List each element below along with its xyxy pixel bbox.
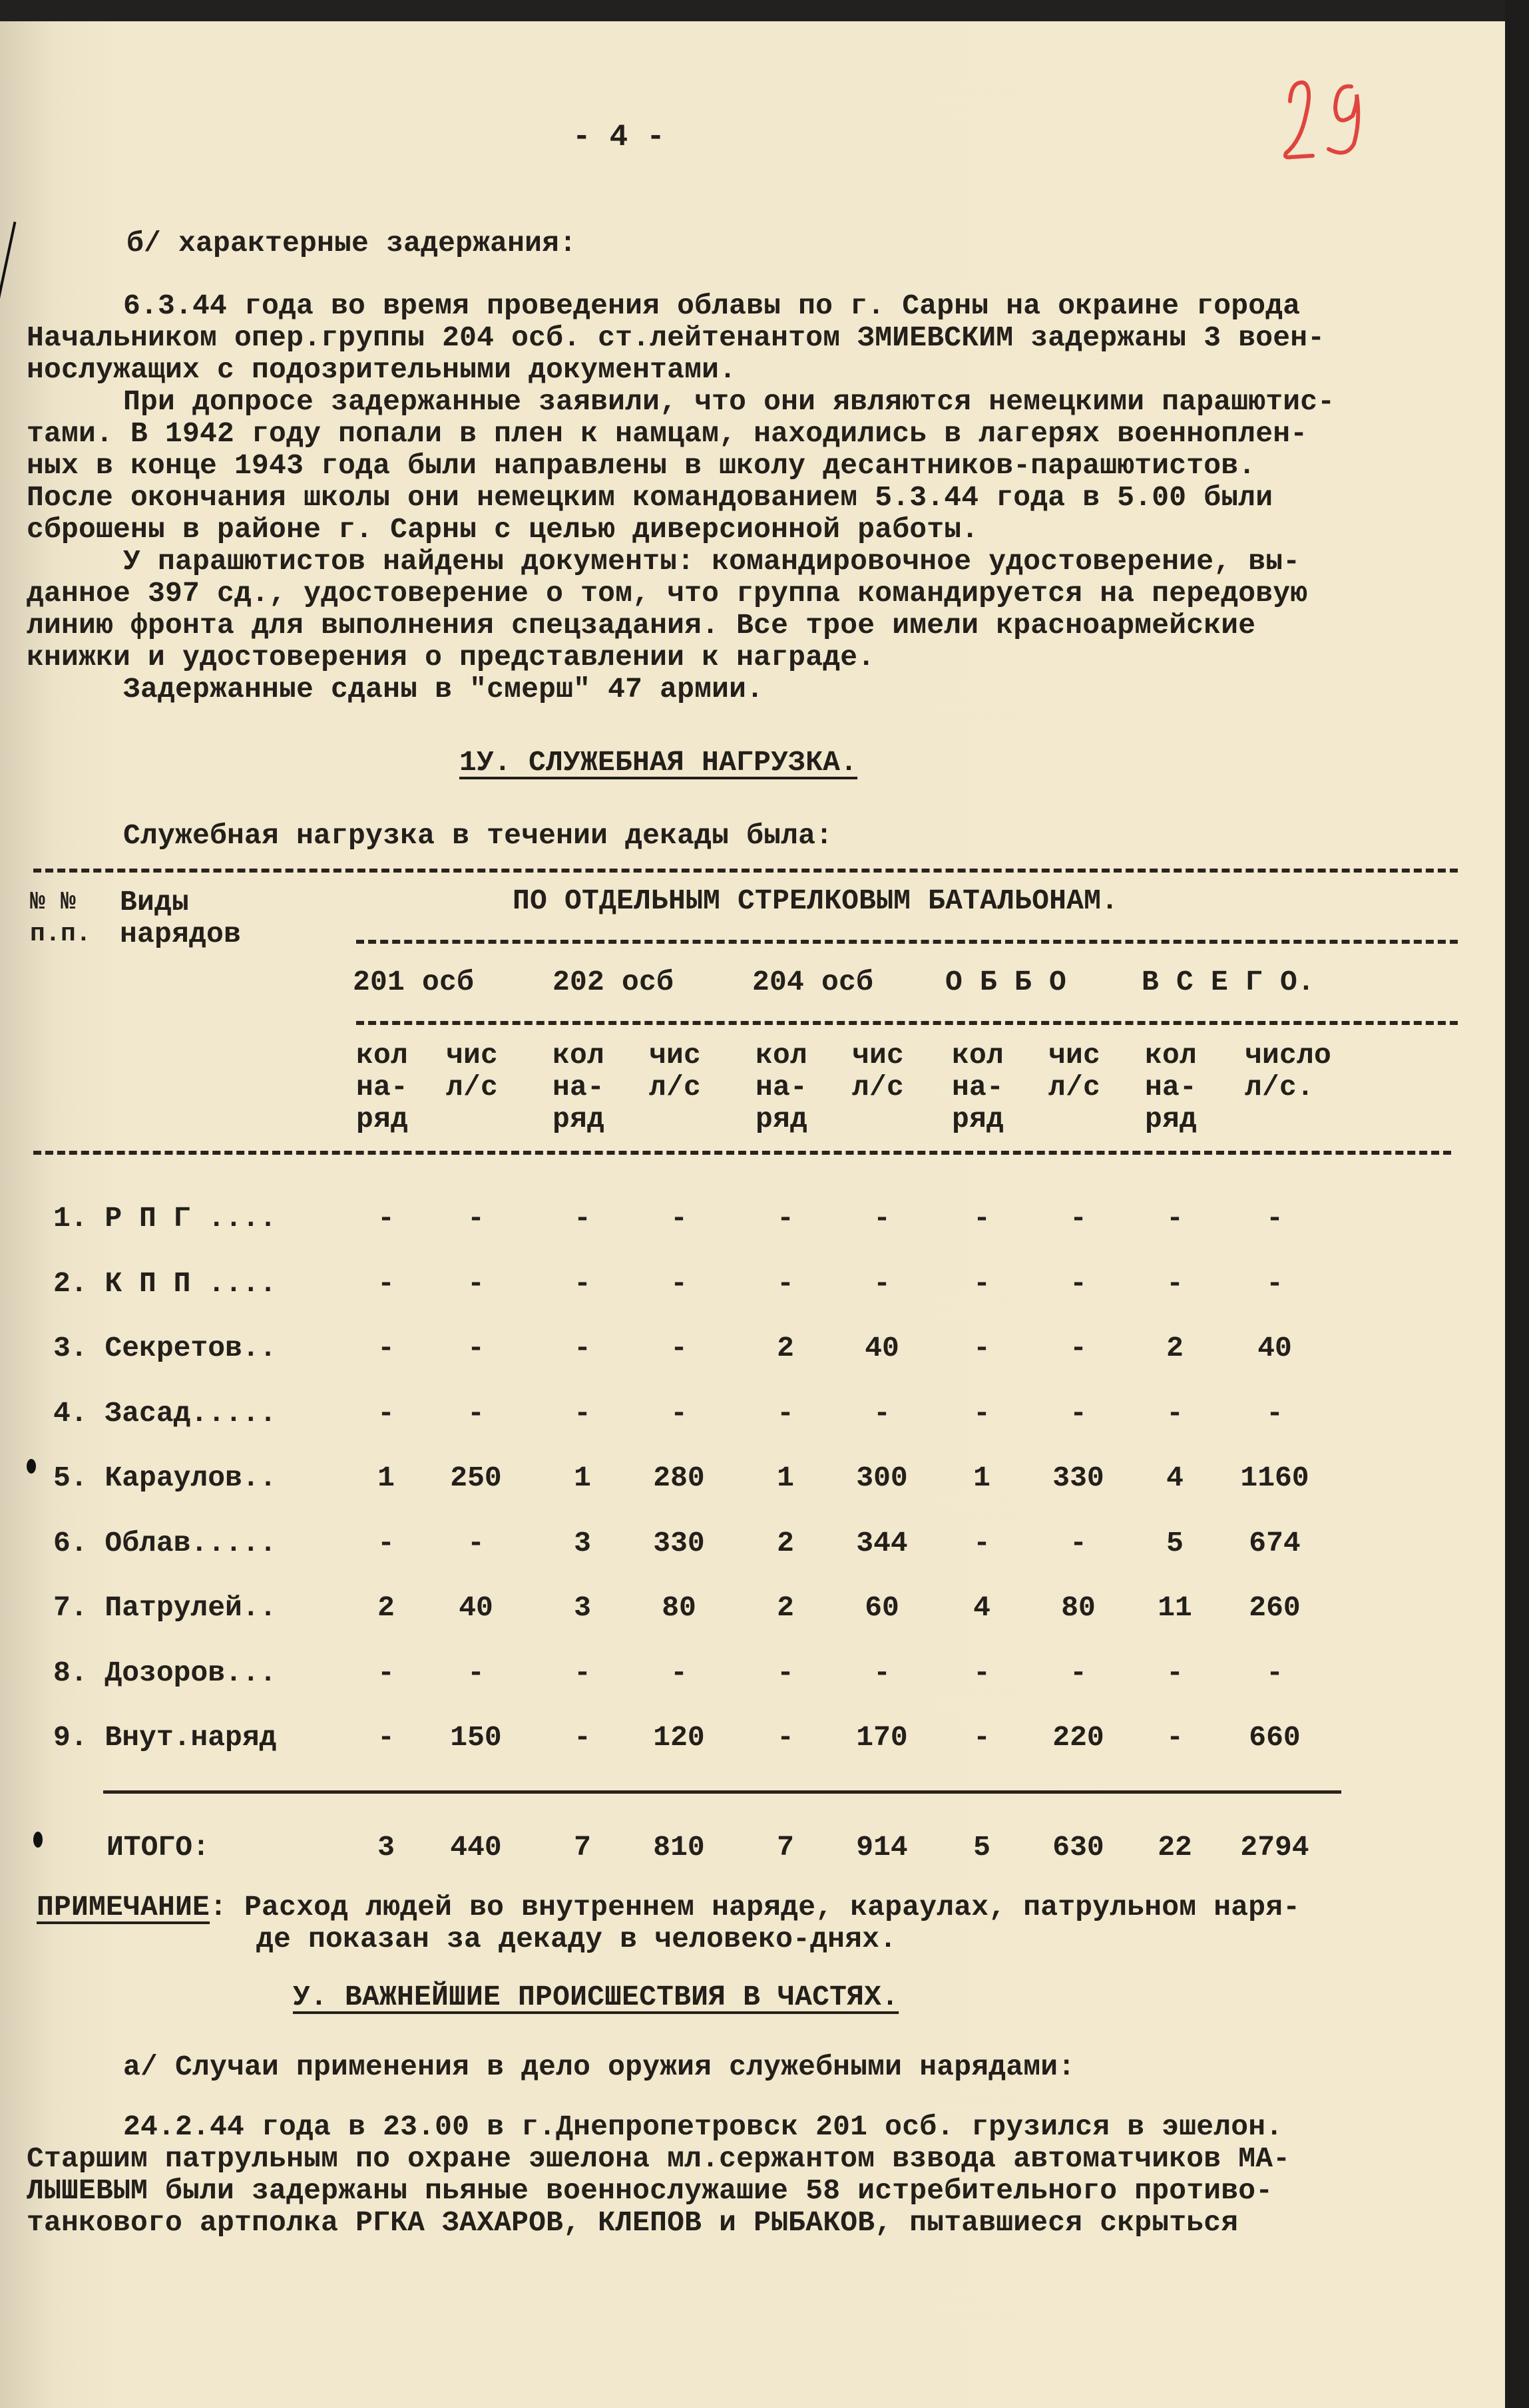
table-cell: - [574, 1267, 591, 1300]
table-cell: 280 [653, 1462, 705, 1494]
table-cell: - [1070, 1397, 1087, 1430]
table-cell: - [377, 1527, 395, 1559]
total-cell: 3 [377, 1831, 395, 1864]
table-cell: 220 [1052, 1721, 1104, 1754]
table-cell: - [973, 1202, 990, 1235]
paragraph-line: ных в конце 1943 года были направлены в школу десантников-парашютистов. [27, 449, 1256, 482]
table-cell: - [574, 1332, 591, 1364]
battalions-group-header: ПО ОТДЕЛЬНЫМ СТРЕЛКОВЫМ БАТАЛЬОНАМ. [513, 885, 1119, 917]
column-subheader: ряд [552, 1103, 605, 1135]
table-cell: - [377, 1397, 395, 1430]
column-subheader: чис [649, 1039, 702, 1072]
column-subheader: л/с [446, 1071, 499, 1104]
table-cell: - [467, 1397, 485, 1430]
table-cell: - [377, 1657, 395, 1689]
total-cell: 440 [450, 1831, 502, 1864]
total-cell: 7 [574, 1831, 591, 1864]
paragraph-line: тами. В 1942 году попали в плен к намцам, находились в лагерях военноплен- [27, 417, 1308, 450]
column-subheader: на- [1145, 1071, 1198, 1104]
note-label [37, 1892, 1300, 1923]
table-cell: - [670, 1657, 688, 1689]
column-subheader: кол [1145, 1039, 1198, 1072]
table-cell: - [1166, 1397, 1184, 1430]
table-cell: 4 [1166, 1462, 1184, 1494]
table-cell: - [973, 1267, 990, 1300]
table-cell: 5 [1166, 1527, 1184, 1559]
unit-header: В С Е Г О. [1142, 966, 1315, 998]
table-cell: - [973, 1657, 990, 1689]
total-rule [103, 1790, 1341, 1794]
table-cell: 300 [856, 1462, 908, 1494]
table-cell: - [1070, 1267, 1087, 1300]
total-cell: 22 [1158, 1831, 1192, 1864]
paragraph-line: сброшены в районе г. Сарны с целью диверсионной работы. [27, 513, 979, 546]
column-subheader: л/с [649, 1071, 702, 1104]
table-cell: - [1070, 1202, 1087, 1235]
table-cell: - [873, 1267, 891, 1300]
table-cell: - [574, 1202, 591, 1235]
column-subheader: на- [756, 1071, 808, 1104]
table-cell: 3 [574, 1591, 591, 1624]
archive-folio-number [1271, 75, 1391, 174]
binding-hole-mark [33, 1832, 43, 1848]
table-cell: - [973, 1721, 990, 1754]
table-header-bottom-rule [33, 1151, 1451, 1155]
paragraph-line: танкового артполка РГКА ЗАХАРОВ, КЛЕПОВ и РЫБАКОВ, пытавшиеся скрыться [27, 2206, 1239, 2239]
total-cell: 5 [973, 1831, 990, 1864]
binding-hole-mark [27, 1459, 36, 1474]
table-cell: - [1070, 1657, 1087, 1689]
table-cell: 170 [856, 1721, 908, 1754]
table-cell: - [467, 1332, 485, 1364]
paragraph-line: При допросе задержанные заявили, что они являются немецкими парашютис- [123, 385, 1335, 418]
table-cell: 40 [865, 1332, 899, 1364]
table-cell: - [1266, 1657, 1283, 1689]
table-cell: - [973, 1397, 990, 1430]
table-cell: 1160 [1240, 1462, 1309, 1494]
unit-header: О Б Б О [945, 966, 1067, 998]
table-cell: - [873, 1657, 891, 1689]
table-cell: 40 [1257, 1332, 1292, 1364]
column-subheader: л/с. [1245, 1071, 1315, 1104]
column-subheader: чис [1048, 1039, 1101, 1072]
paragraph-line: Задержанные сданы в "смерш" 47 армии. [123, 673, 764, 705]
paragraph-line: Начальником опер.группы 204 осб. ст.лейтенантом ЗМИЕВСКИМ задержаны 3 воен- [27, 321, 1325, 354]
table-cell: 1 [377, 1462, 395, 1494]
paragraph-line: 24.2.44 года в 23.00 в г.Днепропетровск 201 осб. грузился в эшелон. [123, 2110, 1283, 2143]
column-subheader: ряд [952, 1103, 1004, 1135]
unit-header: 204 осб [752, 966, 874, 998]
table-cell: - [574, 1657, 591, 1689]
table-cell: - [1166, 1202, 1184, 1235]
table-cell: - [777, 1202, 794, 1235]
row-label: 9. Внут.наряд [53, 1721, 277, 1754]
table-cell: 1 [777, 1462, 794, 1494]
column-subheader: л/с [852, 1071, 905, 1104]
paragraph-line: ЛЫШЕВЫМ были задержаны пьяные военнослужашие 58 истребительного противо- [27, 2174, 1273, 2207]
table-cell: 80 [1061, 1591, 1096, 1624]
unit-header: 202 осб [552, 966, 674, 998]
table-cell: - [1166, 1657, 1184, 1689]
table-cell: - [973, 1527, 990, 1559]
table-cell: - [1266, 1397, 1283, 1430]
table-cell: - [467, 1267, 485, 1300]
table-cell: 3 [574, 1527, 591, 1559]
column-subheader: л/с [1048, 1071, 1101, 1104]
table-cell: 330 [1052, 1462, 1104, 1494]
document-page [0, 21, 1505, 2408]
table-cell: - [467, 1202, 485, 1235]
table-cell: 250 [450, 1462, 502, 1494]
table-cell: - [777, 1657, 794, 1689]
table-cell: - [1266, 1267, 1283, 1300]
column-subheader: на- [952, 1071, 1004, 1104]
column-subheader: чис [852, 1039, 905, 1072]
section-5-subheading: а/ Случаи применения в дело оружия служебными нарядами: [123, 2051, 1076, 2083]
table-cell: - [1070, 1527, 1087, 1559]
column-subheader: на- [356, 1071, 409, 1104]
column-subheader: ряд [1145, 1103, 1198, 1135]
table-cell: - [1266, 1202, 1283, 1235]
group-header-rule [356, 940, 1458, 944]
paragraph-line: нослужащих с подозрительными документами. [27, 353, 737, 386]
note-line: : Расход людей во внутреннем наряде, караулах, патрульном наря- [210, 1891, 1301, 1923]
section-4-heading: 1У. СЛУЖЕБНАЯ НАГРУЗКА. [459, 746, 858, 779]
column-subheader: на- [552, 1071, 605, 1104]
paragraph-line: книжки и удостоверения о представлении к награде. [27, 641, 875, 674]
paragraph-line: 6.3.44 года во время проведения облавы по г. Сарны на окраине города [123, 290, 1301, 322]
table-cell: 2 [777, 1332, 794, 1364]
page-number: - 4 - [572, 120, 666, 154]
paragraph-line: Старшим патрульным по охране эшелона мл.сержантом взвода автоматчиков МА- [27, 2142, 1291, 2175]
table-cell: - [670, 1397, 688, 1430]
row-label: 5. Караулов.. [53, 1462, 277, 1494]
total-label: ИТОГО: [107, 1831, 210, 1864]
table-cell: - [467, 1527, 485, 1559]
table-cell: - [1166, 1721, 1184, 1754]
total-cell: 810 [653, 1831, 705, 1864]
table-cell: - [670, 1332, 688, 1364]
paragraph-line: данное 397 сд., удостоверение о том, что группа командируется на передовую [27, 577, 1308, 610]
table-cell: 260 [1249, 1591, 1301, 1624]
total-cell: 7 [777, 1831, 794, 1864]
table-cell: - [777, 1721, 794, 1754]
section-b-heading: б/ характерные задержания: [126, 227, 577, 260]
total-cell: 630 [1052, 1831, 1104, 1864]
table-cell: 1 [574, 1462, 591, 1494]
row-label: 3. Секретов.. [53, 1332, 277, 1364]
section-4-intro: Служебная нагрузка в течении декады была: [123, 819, 833, 852]
column-subheader: ряд [756, 1103, 808, 1135]
total-cell: 914 [856, 1831, 908, 1864]
table-cell: 2 [377, 1591, 395, 1624]
table-cell: - [377, 1721, 395, 1754]
scan-background-top [0, 0, 1529, 21]
column-subheader: кол [952, 1039, 1004, 1072]
table-cell: - [574, 1397, 591, 1430]
table-cell: - [670, 1202, 688, 1235]
col-type-header: нарядов [120, 918, 242, 950]
table-cell: - [467, 1657, 485, 1689]
table-cell: - [1070, 1332, 1087, 1364]
column-subheader: кол [756, 1039, 808, 1072]
table-cell: 2 [777, 1527, 794, 1559]
table-cell: 120 [653, 1721, 705, 1754]
total-cell: 2794 [1240, 1831, 1309, 1864]
paragraph-line: После окончания школы они немецким командованием 5.3.44 года в 5.00 были [27, 481, 1273, 514]
row-label: 6. Облав..... [53, 1527, 277, 1559]
table-cell: - [973, 1332, 990, 1364]
table-cell: 1 [973, 1462, 990, 1494]
column-subheader: кол [552, 1039, 605, 1072]
table-cell: 40 [459, 1591, 493, 1624]
table-cell: - [873, 1202, 891, 1235]
table-cell: 330 [653, 1527, 705, 1559]
table-cell: 2 [1166, 1332, 1184, 1364]
column-subheader: число [1245, 1039, 1332, 1072]
row-label: 8. Дозоров... [53, 1657, 277, 1689]
table-cell: - [377, 1332, 395, 1364]
table-top-rule [33, 869, 1458, 873]
column-subheader: ряд [356, 1103, 409, 1135]
table-cell: - [670, 1267, 688, 1300]
table-cell: 11 [1158, 1591, 1192, 1624]
table-cell: - [574, 1721, 591, 1754]
col-type-header: Виды [120, 886, 190, 918]
table-cell: - [377, 1202, 395, 1235]
table-cell: 150 [450, 1721, 502, 1754]
row-label: 2. К П П .... [53, 1267, 277, 1300]
col-num-header: п.п. [30, 920, 92, 948]
section-5-heading: У. ВАЖНЕЙШИЕ ПРОИСШЕСТВИЯ В ЧАСТЯХ. [293, 1981, 899, 2013]
table-cell: - [1166, 1267, 1184, 1300]
margin-pencil-stroke [0, 222, 16, 300]
table-cell: - [777, 1267, 794, 1300]
row-label: 4. Засад..... [53, 1397, 277, 1430]
column-subheader: чис [446, 1039, 499, 1072]
row-label: 7. Патрулей.. [53, 1591, 277, 1624]
unit-header: 201 осб [353, 966, 475, 998]
table-cell: - [777, 1397, 794, 1430]
table-cell: 674 [1249, 1527, 1301, 1559]
column-subheader: кол [356, 1039, 409, 1072]
paragraph-line: линию фронта для выполнения спецзадания. Все трое имели красноармейские [27, 609, 1256, 642]
table-cell: 60 [865, 1591, 899, 1624]
row-label: 1. Р П Г .... [53, 1202, 277, 1235]
table-cell: - [377, 1267, 395, 1300]
table-cell: 660 [1249, 1721, 1301, 1754]
col-num-header: № № [30, 888, 77, 916]
scan-background-right [1505, 0, 1529, 2408]
paragraph-line: У парашютистов найдены документы: командировочное удостоверение, вы- [123, 545, 1301, 578]
note-label-text: ПРИМЕЧАНИЕ [37, 1891, 210, 1923]
units-header-rule [356, 1021, 1458, 1025]
table-cell: 2 [777, 1591, 794, 1624]
table-cell: 4 [973, 1591, 990, 1624]
note-line: де показан за декаду в человеко-днях. [256, 1923, 897, 1955]
table-cell: 80 [662, 1591, 696, 1624]
table-cell: 344 [856, 1527, 908, 1559]
table-cell: - [873, 1397, 891, 1430]
